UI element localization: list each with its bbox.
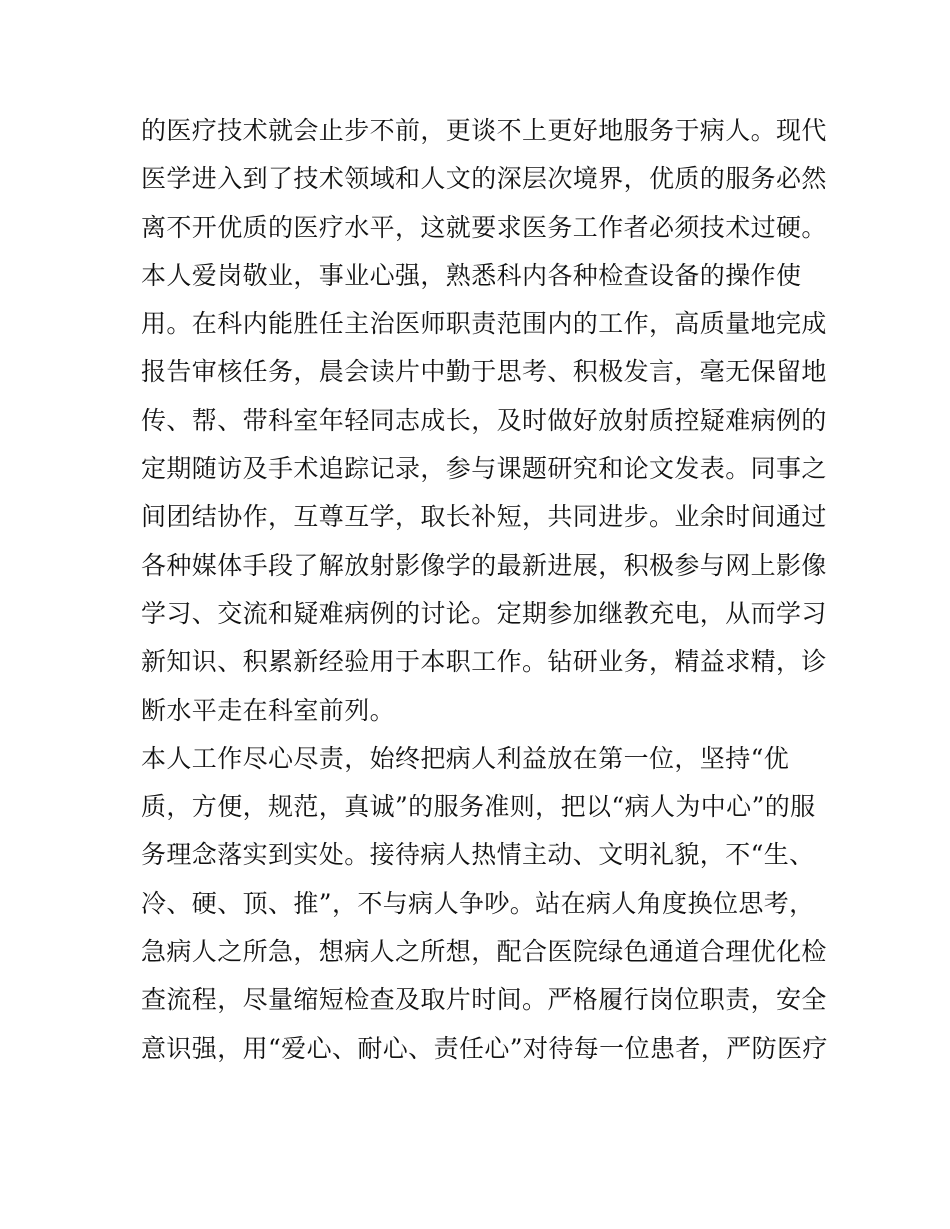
text-line: 的医疗技术就会止步不前，更谈不上更好地服务于病人。现代 <box>141 116 827 145</box>
text-line: 定期随访及手术追踪记录，参与课题研究和论文发表。同事之 <box>141 454 827 484</box>
text-line: 查流程，尽量缩短检查及取片时间。严格履行岗位职责，安全 <box>141 985 827 1015</box>
text-line: 医学进入到了技术领域和人文的深层次境界，优质的服务必然 <box>141 164 827 194</box>
text-line: 离不开优质的医疗水平，这就要求医务工作者必须技术过硬。 <box>141 212 827 242</box>
text-line: 学习、交流和疑难病例的讨论。定期参加继教充电，从而学习 <box>141 598 827 628</box>
text-line: 间团结协作，互尊互学，取长补短，共同进步。业余时间通过 <box>141 502 827 532</box>
text-line: 本人爱岗敬业，事业心强，熟悉科内各种检查设备的操作使 <box>141 260 802 290</box>
text-line: 用。在科内能胜任主治医师职责范围内的工作，高质量地完成 <box>141 309 827 339</box>
text-line: 急病人之所急，想病人之所想，配合医院绿色通道合理优化检 <box>141 937 827 967</box>
text-line: 质，方便，规范，真诚”的服务准则，把以“病人为中心”的服 <box>141 792 816 822</box>
text-line: 务理念落实到实处。接待病人热情主动、文明礼貌，不“生、 <box>141 840 815 870</box>
text-line: 断水平走在科室前列。 <box>141 695 396 725</box>
text-line: 本人工作尽心尽责，始终把病人利益放在第一位，坚持“优 <box>141 743 790 773</box>
text-line: 传、帮、带科室年轻同志成长，及时做好放射质控疑难病例的 <box>141 405 827 435</box>
text-line: 新知识、积累新经验用于本职工作。钻研业务，精益求精，诊 <box>141 647 827 677</box>
text-line: 报告审核任务，晨会读片中勤于思考、积极发言，毫无保留地 <box>141 357 827 387</box>
text-line: 各种媒体手段了解放射影像学的最新进展，积极参与网上影像 <box>141 550 827 580</box>
text-line: 冷、硬、顶、推”，不与病人争吵。站在病人角度换位思考， <box>141 888 815 918</box>
body-text <box>141 107 828 1073</box>
text-line: 意识强，用“爱心、耐心、责任心”对待每一位患者，严防医疗 <box>141 1033 828 1063</box>
